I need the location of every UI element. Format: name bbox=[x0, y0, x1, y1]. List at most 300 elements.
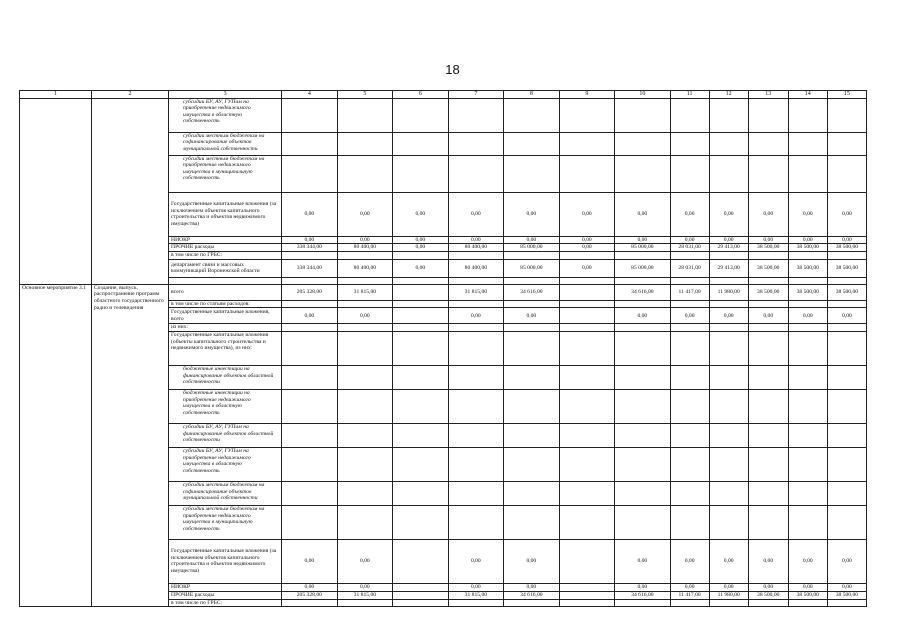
value-cell: 0,00 bbox=[615, 308, 671, 324]
value-cell bbox=[827, 132, 866, 155]
value-cell: 34 616,00 bbox=[615, 591, 671, 599]
value-cell bbox=[559, 300, 615, 308]
value-cell: 0,00 bbox=[709, 539, 748, 583]
value-cell bbox=[448, 98, 504, 132]
header-cell: 6 bbox=[393, 91, 449, 99]
value-cell bbox=[709, 132, 748, 155]
row-label: Государственные капитальные вложения (объекты капитального строительства и недвижимого имущества), из них: bbox=[169, 331, 282, 365]
row-label: субсидии местным бюджетам на приобретение недвижимого имущества в муниципальную собственность bbox=[169, 155, 282, 192]
value-cell bbox=[504, 98, 560, 132]
value-cell bbox=[337, 423, 393, 447]
value-cell bbox=[559, 591, 615, 599]
value-cell: 0,00 bbox=[670, 192, 709, 236]
row-label: Государственные капитальные вложения, всего bbox=[169, 308, 282, 324]
value-cell: 38 500,00 bbox=[827, 259, 866, 277]
value-cell: 38 500,00 bbox=[788, 259, 827, 277]
value-cell bbox=[615, 300, 671, 308]
value-cell bbox=[709, 481, 748, 505]
value-cell bbox=[393, 365, 449, 389]
value-cell bbox=[827, 300, 866, 308]
value-cell bbox=[559, 505, 615, 539]
value-cell bbox=[709, 365, 748, 389]
value-cell bbox=[282, 324, 338, 332]
value-cell bbox=[393, 423, 449, 447]
value-cell: 0,00 bbox=[788, 583, 827, 591]
value-cell: 80 400,00 bbox=[337, 259, 393, 277]
value-cell bbox=[670, 98, 709, 132]
value-cell: 85 000,00 bbox=[504, 244, 560, 252]
value-cell: 85 000,00 bbox=[615, 244, 671, 252]
value-cell bbox=[827, 447, 866, 481]
value-cell: 0,00 bbox=[393, 236, 449, 244]
value-cell bbox=[615, 365, 671, 389]
value-cell bbox=[337, 447, 393, 481]
value-cell: 85 000,00 bbox=[504, 259, 560, 277]
value-cell bbox=[393, 481, 449, 505]
value-cell: 38 500,00 bbox=[827, 244, 866, 252]
value-cell bbox=[748, 132, 788, 155]
value-cell: 80 400,00 bbox=[337, 244, 393, 252]
value-cell: 0,00 bbox=[559, 236, 615, 244]
value-cell: 80 400,00 bbox=[448, 244, 504, 252]
value-cell bbox=[282, 252, 338, 260]
row-label: бюджетные инвестиции на финансирование объектов областной собственности bbox=[169, 365, 282, 389]
value-cell: 34 616,00 bbox=[504, 284, 560, 300]
header-cell: 4 bbox=[282, 91, 338, 99]
value-cell bbox=[393, 599, 449, 607]
row-label: в том числе по ГРБС: bbox=[169, 599, 282, 607]
table-body bbox=[20, 91, 867, 607]
value-cell bbox=[393, 308, 449, 324]
value-cell: 0,00 bbox=[337, 236, 393, 244]
value-cell: 31 815,00 bbox=[337, 284, 393, 300]
value-cell: 0,00 bbox=[709, 236, 748, 244]
row-label: в том числе по статьям расходов: bbox=[169, 300, 282, 308]
row-label: субсидии местным бюджетам на софинансирование объектов муниципальной собственности bbox=[169, 481, 282, 505]
row-label: бюджетные инвестиции на приобретение недвижимого имущества в областную собственность bbox=[169, 389, 282, 423]
value-cell: 29 413,00 bbox=[709, 244, 748, 252]
value-cell bbox=[448, 389, 504, 423]
value-cell: 205 328,00 bbox=[282, 591, 338, 599]
header-row bbox=[20, 91, 867, 99]
value-cell bbox=[559, 98, 615, 132]
value-cell bbox=[504, 132, 560, 155]
value-cell bbox=[670, 300, 709, 308]
value-cell bbox=[709, 98, 748, 132]
row-label: субсидии местным бюджетам на приобретение недвижимого имущества в муниципальную собственность bbox=[169, 505, 282, 539]
value-cell bbox=[788, 505, 827, 539]
value-cell bbox=[504, 155, 560, 192]
value-cell: 38 500,00 bbox=[788, 591, 827, 599]
value-cell bbox=[393, 505, 449, 539]
value-cell bbox=[748, 331, 788, 365]
header-cell: 1 bbox=[20, 91, 92, 99]
value-cell: 38 500,00 bbox=[827, 591, 866, 599]
value-cell: 31 815,00 bbox=[337, 591, 393, 599]
value-cell: 205 328,00 bbox=[282, 284, 338, 300]
value-cell bbox=[748, 324, 788, 332]
value-cell: 0,00 bbox=[827, 308, 866, 324]
row-label: НИОКР bbox=[169, 236, 282, 244]
value-cell: 11 980,00 bbox=[709, 284, 748, 300]
value-cell bbox=[748, 300, 788, 308]
value-cell bbox=[788, 389, 827, 423]
value-cell bbox=[448, 252, 504, 260]
value-cell bbox=[827, 505, 866, 539]
value-cell bbox=[709, 277, 748, 284]
value-cell bbox=[559, 252, 615, 260]
row-label: Государственные капитальные вложения (за исключением объектов капитального строительства и объектов недвижимого имущества) bbox=[169, 192, 282, 236]
value-cell bbox=[337, 132, 393, 155]
value-cell bbox=[788, 324, 827, 332]
value-cell: 0,00 bbox=[670, 539, 709, 583]
row-label: субсидии местным бюджетам на софинансирование объектов муниципальной собственности bbox=[169, 132, 282, 155]
value-cell: 0,00 bbox=[393, 192, 449, 236]
value-cell bbox=[282, 447, 338, 481]
value-cell bbox=[615, 331, 671, 365]
value-cell bbox=[788, 132, 827, 155]
value-cell bbox=[827, 423, 866, 447]
value-cell bbox=[559, 284, 615, 300]
value-cell bbox=[282, 481, 338, 505]
header-cell: 15 bbox=[827, 91, 866, 99]
value-cell bbox=[448, 300, 504, 308]
value-cell: 0,00 bbox=[748, 539, 788, 583]
value-cell: 0,00 bbox=[709, 192, 748, 236]
header-cell: 11 bbox=[670, 91, 709, 99]
value-cell bbox=[337, 331, 393, 365]
value-cell bbox=[615, 132, 671, 155]
value-cell bbox=[709, 599, 748, 607]
value-cell: 0,00 bbox=[748, 583, 788, 591]
value-cell bbox=[615, 389, 671, 423]
value-cell bbox=[559, 447, 615, 481]
value-cell bbox=[337, 300, 393, 308]
value-cell bbox=[748, 389, 788, 423]
value-cell: 0,00 bbox=[448, 539, 504, 583]
value-cell bbox=[559, 277, 615, 284]
value-cell bbox=[448, 132, 504, 155]
row-label: ПРОЧИЕ расходы bbox=[169, 591, 282, 599]
value-cell bbox=[788, 599, 827, 607]
value-cell bbox=[709, 331, 748, 365]
value-cell bbox=[337, 252, 393, 260]
value-cell bbox=[670, 365, 709, 389]
value-cell: 38 500,00 bbox=[788, 244, 827, 252]
header-cell: 2 bbox=[91, 91, 168, 99]
value-cell bbox=[788, 277, 827, 284]
value-cell bbox=[504, 324, 560, 332]
row-label: НИОКР bbox=[169, 583, 282, 591]
value-cell bbox=[393, 389, 449, 423]
table-row bbox=[20, 284, 867, 300]
value-cell: 0,00 bbox=[282, 236, 338, 244]
value-cell bbox=[615, 98, 671, 132]
value-cell bbox=[615, 155, 671, 192]
value-cell bbox=[748, 155, 788, 192]
value-cell: 38 500,00 bbox=[827, 284, 866, 300]
value-cell bbox=[827, 331, 866, 365]
value-cell bbox=[827, 389, 866, 423]
value-cell: 0,00 bbox=[615, 236, 671, 244]
measure-name: Создание, выпуск, распространение программ областного государственного радио и телевидения bbox=[91, 284, 168, 606]
value-cell: 0,00 bbox=[615, 583, 671, 591]
value-cell bbox=[282, 389, 338, 423]
value-cell bbox=[559, 132, 615, 155]
value-cell bbox=[788, 252, 827, 260]
value-cell bbox=[709, 324, 748, 332]
measure-cell-empty bbox=[20, 98, 92, 284]
value-cell bbox=[448, 481, 504, 505]
measure-number: Основное мероприятие 3.1 bbox=[20, 284, 92, 606]
value-cell bbox=[393, 300, 449, 308]
value-cell: 38 500,00 bbox=[748, 591, 788, 599]
value-cell bbox=[615, 324, 671, 332]
value-cell bbox=[337, 98, 393, 132]
value-cell: 0,00 bbox=[748, 308, 788, 324]
value-cell: 11 417,00 bbox=[670, 284, 709, 300]
value-cell bbox=[559, 481, 615, 505]
value-cell bbox=[670, 505, 709, 539]
value-cell bbox=[448, 331, 504, 365]
value-cell bbox=[282, 423, 338, 447]
value-cell bbox=[615, 277, 671, 284]
value-cell bbox=[827, 365, 866, 389]
value-cell: 0,00 bbox=[788, 539, 827, 583]
value-cell bbox=[448, 447, 504, 481]
value-cell bbox=[670, 331, 709, 365]
value-cell bbox=[448, 365, 504, 389]
value-cell: 0,00 bbox=[670, 583, 709, 591]
value-cell bbox=[282, 98, 338, 132]
value-cell: 0,00 bbox=[504, 308, 560, 324]
value-cell: 0,00 bbox=[282, 583, 338, 591]
value-cell: 0,00 bbox=[448, 192, 504, 236]
value-cell bbox=[709, 300, 748, 308]
value-cell bbox=[788, 98, 827, 132]
value-cell bbox=[670, 252, 709, 260]
value-cell: 0,00 bbox=[393, 244, 449, 252]
value-cell: 0,00 bbox=[788, 308, 827, 324]
value-cell: 0,00 bbox=[709, 308, 748, 324]
value-cell bbox=[748, 252, 788, 260]
row-label: Государственные капитальные вложения (за исключением объектов капитального строительства и объектов недвижимого имущества) bbox=[169, 539, 282, 583]
value-cell bbox=[827, 155, 866, 192]
value-cell bbox=[827, 98, 866, 132]
value-cell: 31 815,00 bbox=[448, 284, 504, 300]
value-cell bbox=[559, 389, 615, 423]
value-cell bbox=[393, 277, 449, 284]
value-cell: 34 616,00 bbox=[615, 284, 671, 300]
value-cell bbox=[709, 155, 748, 192]
value-cell bbox=[504, 505, 560, 539]
value-cell bbox=[559, 583, 615, 591]
header-cell: 14 bbox=[788, 91, 827, 99]
value-cell: 38 500,00 bbox=[788, 284, 827, 300]
value-cell: 0,00 bbox=[748, 192, 788, 236]
value-cell: 0,00 bbox=[448, 583, 504, 591]
row-label: ПРОЧИЕ расходы bbox=[169, 244, 282, 252]
value-cell bbox=[282, 155, 338, 192]
header-cell: 10 bbox=[615, 91, 671, 99]
value-cell: 0,00 bbox=[709, 583, 748, 591]
value-cell bbox=[827, 599, 866, 607]
value-cell: 0,00 bbox=[615, 192, 671, 236]
value-cell bbox=[748, 599, 788, 607]
value-cell bbox=[748, 447, 788, 481]
value-cell: 38 500,00 bbox=[748, 259, 788, 277]
value-cell bbox=[504, 599, 560, 607]
value-cell bbox=[337, 599, 393, 607]
value-cell bbox=[448, 277, 504, 284]
value-cell bbox=[393, 331, 449, 365]
value-cell: 0,00 bbox=[337, 308, 393, 324]
value-cell bbox=[559, 365, 615, 389]
budget-table bbox=[19, 90, 867, 607]
value-cell bbox=[393, 447, 449, 481]
value-cell: 28 031,00 bbox=[670, 259, 709, 277]
value-cell: 34 616,00 bbox=[504, 591, 560, 599]
value-cell bbox=[337, 365, 393, 389]
value-cell: 31 815,00 bbox=[448, 591, 504, 599]
value-cell bbox=[670, 481, 709, 505]
value-cell bbox=[827, 481, 866, 505]
value-cell bbox=[615, 447, 671, 481]
value-cell: 338 344,00 bbox=[282, 259, 338, 277]
value-cell bbox=[448, 423, 504, 447]
value-cell bbox=[504, 423, 560, 447]
value-cell bbox=[393, 252, 449, 260]
value-cell: 0,00 bbox=[282, 308, 338, 324]
value-cell: 0,00 bbox=[670, 308, 709, 324]
value-cell bbox=[337, 324, 393, 332]
value-cell bbox=[709, 447, 748, 481]
header-cell: 7 bbox=[448, 91, 504, 99]
header-cell: 13 bbox=[748, 91, 788, 99]
value-cell bbox=[788, 155, 827, 192]
value-cell bbox=[827, 324, 866, 332]
value-cell: 0,00 bbox=[827, 236, 866, 244]
value-cell bbox=[615, 423, 671, 447]
value-cell bbox=[504, 252, 560, 260]
value-cell: 28 031,00 bbox=[670, 244, 709, 252]
value-cell bbox=[559, 331, 615, 365]
value-cell bbox=[393, 155, 449, 192]
measure-name-empty bbox=[91, 98, 168, 284]
value-cell bbox=[670, 324, 709, 332]
value-cell: 85 000,00 bbox=[615, 259, 671, 277]
value-cell bbox=[337, 481, 393, 505]
value-cell: 0,00 bbox=[393, 259, 449, 277]
value-cell: 0,00 bbox=[748, 236, 788, 244]
value-cell bbox=[827, 252, 866, 260]
header-cell: 5 bbox=[337, 91, 393, 99]
value-cell bbox=[615, 252, 671, 260]
value-cell bbox=[448, 155, 504, 192]
value-cell bbox=[282, 599, 338, 607]
value-cell bbox=[670, 277, 709, 284]
value-cell bbox=[827, 277, 866, 284]
value-cell bbox=[709, 389, 748, 423]
value-cell: 0,00 bbox=[282, 539, 338, 583]
value-cell: 0,00 bbox=[559, 259, 615, 277]
value-cell: 0,00 bbox=[559, 192, 615, 236]
value-cell: 29 413,00 bbox=[709, 259, 748, 277]
value-cell: 0,00 bbox=[504, 236, 560, 244]
value-cell bbox=[393, 284, 449, 300]
value-cell bbox=[670, 423, 709, 447]
value-cell: 0,00 bbox=[504, 539, 560, 583]
value-cell bbox=[670, 599, 709, 607]
value-cell: 0,00 bbox=[337, 539, 393, 583]
value-cell bbox=[337, 505, 393, 539]
value-cell bbox=[393, 98, 449, 132]
page-number: 18 bbox=[445, 62, 460, 77]
value-cell bbox=[748, 365, 788, 389]
row-label: субсидии БУ, АУ, ГУПам на приобретение недвижимого имущества в областную собственность bbox=[169, 98, 282, 132]
value-cell bbox=[448, 324, 504, 332]
value-cell: 0,00 bbox=[788, 192, 827, 236]
value-cell bbox=[504, 481, 560, 505]
header-cell: 3 bbox=[169, 91, 282, 99]
header-cell: 9 bbox=[559, 91, 615, 99]
value-cell bbox=[559, 308, 615, 324]
value-cell bbox=[504, 447, 560, 481]
value-cell bbox=[504, 277, 560, 284]
value-cell bbox=[393, 324, 449, 332]
value-cell bbox=[615, 481, 671, 505]
value-cell: 0,00 bbox=[615, 539, 671, 583]
value-cell: 0,00 bbox=[448, 308, 504, 324]
value-cell: 38 500,00 bbox=[748, 244, 788, 252]
value-cell: 0,00 bbox=[337, 583, 393, 591]
value-cell: 80 400,00 bbox=[448, 259, 504, 277]
value-cell: 0,00 bbox=[504, 583, 560, 591]
value-cell: 0,00 bbox=[827, 539, 866, 583]
value-cell bbox=[709, 252, 748, 260]
value-cell: 338 344,00 bbox=[282, 244, 338, 252]
value-cell bbox=[788, 331, 827, 365]
value-cell bbox=[282, 300, 338, 308]
value-cell bbox=[448, 599, 504, 607]
row-label: субсидии БУ, АУ, ГУПам на приобретение недвижимого имущества в областную собственность bbox=[169, 447, 282, 481]
value-cell: 0,00 bbox=[827, 583, 866, 591]
value-cell bbox=[559, 155, 615, 192]
value-cell bbox=[709, 423, 748, 447]
value-cell bbox=[670, 132, 709, 155]
header-cell: 8 bbox=[504, 91, 560, 99]
value-cell: 11 417,00 bbox=[670, 591, 709, 599]
value-cell bbox=[670, 389, 709, 423]
value-cell bbox=[393, 539, 449, 583]
value-cell: 0,00 bbox=[504, 192, 560, 236]
value-cell: 0,00 bbox=[448, 236, 504, 244]
value-cell bbox=[559, 324, 615, 332]
header-cell: 12 bbox=[709, 91, 748, 99]
value-cell bbox=[393, 591, 449, 599]
value-cell: 0,00 bbox=[788, 236, 827, 244]
value-cell bbox=[559, 539, 615, 583]
row-label: всего bbox=[169, 284, 282, 300]
value-cell bbox=[670, 155, 709, 192]
value-cell: 0,00 bbox=[337, 192, 393, 236]
value-cell bbox=[559, 599, 615, 607]
value-cell bbox=[282, 365, 338, 389]
value-cell bbox=[788, 423, 827, 447]
value-cell bbox=[748, 481, 788, 505]
value-cell bbox=[282, 277, 338, 284]
row-label bbox=[169, 277, 282, 284]
